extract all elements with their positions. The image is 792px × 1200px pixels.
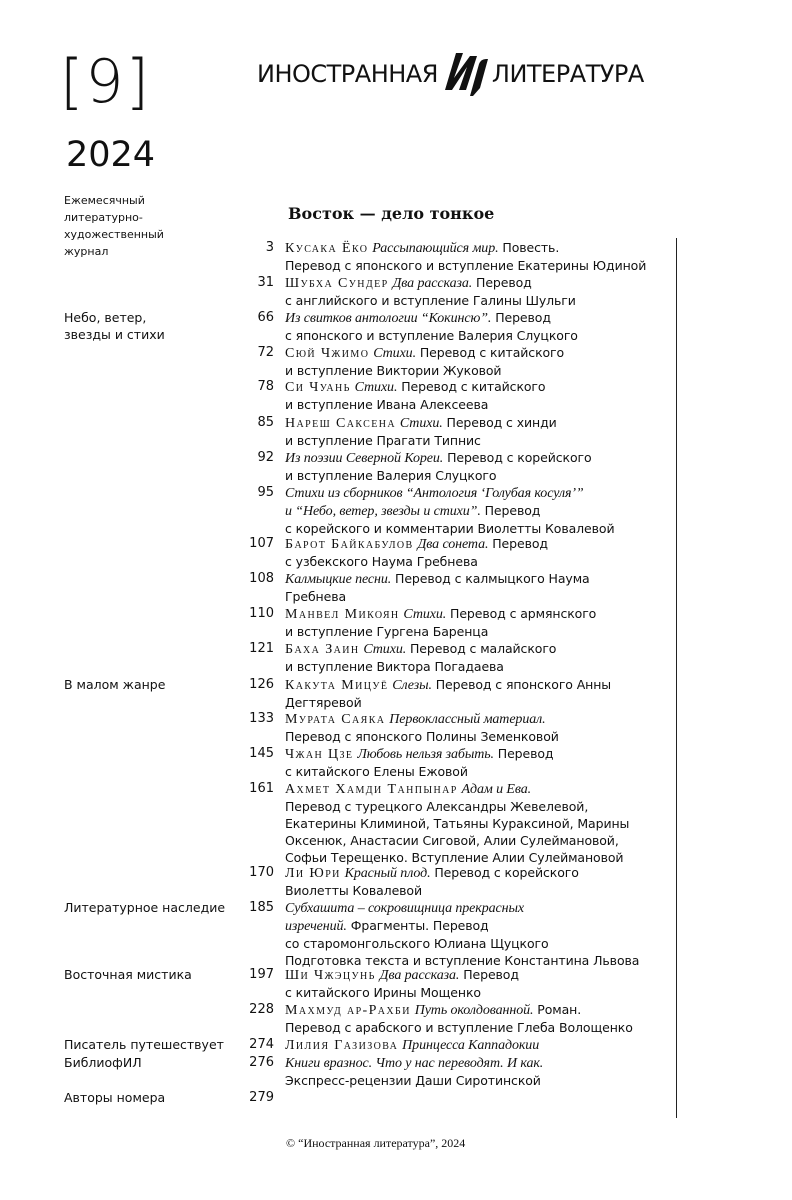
page-number: 133 — [249, 711, 274, 726]
toc-entry — [285, 1054, 675, 1089]
entry-title: Субхашита – сокровищница прекрасных — [285, 901, 524, 916]
entry-note: Фрагменты. Перевод — [350, 918, 489, 933]
entry-author: Барот Байкабулов — [285, 537, 414, 552]
page-number: 110 — [249, 606, 274, 621]
copyright: © “Иностранная литература”, 2024 — [286, 1136, 466, 1150]
page-number: 276 — [249, 1055, 274, 1070]
entry-note: Повесть. — [502, 240, 560, 255]
toc-entry — [285, 864, 675, 899]
page-number: 279 — [249, 1090, 274, 1105]
entry-title: Два рассказа. — [392, 276, 473, 291]
entry-line: Оксенюк, Анастасии Сиговой, Алии Сулеймановой, — [285, 833, 619, 848]
entry-line: с китайского Елены Ежовой — [285, 764, 468, 779]
toc-entry — [285, 449, 675, 484]
toc-entry — [285, 966, 675, 1001]
page-number: 274 — [249, 1037, 274, 1052]
entry-line: и вступление Прагати Типнис — [285, 433, 481, 448]
entry-line: и вступление Валерия Слуцкого — [285, 468, 497, 483]
entry-note: Перевод с хинди — [446, 415, 557, 430]
entry-line: Перевод с японского Полины Земенковой — [285, 729, 559, 744]
toc-entry — [285, 484, 675, 537]
page-number: 72 — [257, 345, 274, 360]
entry-author: Си Чуань — [285, 380, 351, 395]
entry-line: с японского и вступление Валерия Слуцкого — [285, 328, 578, 343]
toc-entry — [285, 274, 675, 309]
entry-line: с корейского и комментарии Виолетты Ковалевой — [285, 521, 615, 536]
page-number: 92 — [257, 450, 274, 465]
entry-title: Из поэзии Северной Кореи. — [285, 451, 444, 466]
entry-author: Лилия Газизова — [285, 1038, 399, 1053]
entry-title: Первоклассный материал. — [389, 712, 546, 727]
entry-title: Калмыцкие песни. — [285, 572, 392, 587]
category-label: Авторы номера — [64, 1090, 166, 1105]
entry-title: Путь околдованной. — [414, 1003, 534, 1018]
page-number: 95 — [257, 485, 274, 500]
toc-entry — [285, 1036, 675, 1054]
desc-line: художественный — [64, 228, 164, 241]
entry-title: Рассыпающийся мир. — [372, 241, 499, 256]
entry-author: Какута Мицуё — [285, 678, 389, 693]
entry-line: Перевод с турецкого Александры Жевелевой, — [285, 799, 589, 814]
entry-title: и “Небо, ветер, звезды и стихи”. — [285, 504, 481, 519]
entry-line: Перевод с арабского и вступление Глеба Волощенко — [285, 1020, 633, 1035]
entry-title: Стихи из сборников “Антология ‘Голубая косуля’” — [285, 486, 584, 501]
toc-entry — [285, 309, 675, 344]
entry-author: Ли Юри — [285, 866, 341, 881]
category-label: Писатель путешествует — [64, 1037, 224, 1052]
category-label: В малом жанре — [64, 677, 166, 692]
category-label: звезды и стихи — [64, 327, 165, 342]
page-number: 170 — [249, 865, 274, 880]
page-number: 85 — [257, 415, 274, 430]
entry-note: Перевод — [476, 275, 532, 290]
entry-note: Перевод — [495, 310, 551, 325]
page-number: 78 — [257, 379, 274, 394]
vertical-rule — [676, 238, 677, 1118]
il-logo-icon — [440, 50, 490, 98]
entry-title: Стихи. — [403, 607, 447, 622]
entry-line: Виолетты Ковалевой — [285, 883, 423, 898]
entry-line: Подготовка текста и вступление Константина Львова — [285, 953, 640, 968]
entry-line: с английского и вступление Галины Шульги — [285, 293, 576, 308]
entry-line: Гребнева — [285, 589, 347, 604]
toc-entry — [285, 1001, 675, 1036]
entry-author: Мурата Саяка — [285, 712, 386, 727]
entry-title: Адам и Ева. — [461, 782, 532, 797]
masthead-left: ИНОСТРАННАЯ — [257, 60, 438, 88]
entry-author: Чжан Цзе — [285, 747, 354, 762]
entry-line: и вступление Виктора Погадаева — [285, 659, 504, 674]
toc-entry — [285, 378, 675, 413]
entry-title: Книги вразнос. Что у нас переводят. И как. — [285, 1056, 544, 1071]
entry-title: Стихи. — [399, 416, 443, 431]
entry-author: Кусака Ёко — [285, 241, 369, 256]
entry-note: Перевод с малайского — [410, 641, 557, 656]
toc-entry — [285, 570, 675, 605]
toc-entry — [285, 239, 675, 274]
entry-title: Стихи. — [354, 380, 398, 395]
entry-note: Перевод — [497, 746, 554, 761]
desc-line: журнал — [64, 245, 109, 258]
entry-title: Два сонета. — [417, 537, 489, 552]
entry-author: Манвел Микоян — [285, 607, 400, 622]
toc-entry — [285, 899, 675, 969]
entry-note: Перевод с корейского — [447, 450, 592, 465]
entry-line: Софьи Терещенко. Вступление Алии Сулеймановой — [285, 850, 624, 865]
issue-number: [9] — [60, 47, 151, 117]
category-label: Литературное наследие — [64, 900, 226, 915]
entry-line: со старомонгольского Юлиана Щуцкого — [285, 936, 549, 951]
toc-entry — [285, 535, 675, 570]
page-number: 161 — [249, 781, 274, 796]
page-number: 145 — [249, 746, 274, 761]
magazine-description — [64, 192, 194, 260]
section-title: Восток — дело тонкое — [288, 204, 495, 223]
entry-title: Красный плод. — [344, 866, 431, 881]
page-number: 126 — [249, 677, 274, 692]
entry-title: Из свитков антологии “Кокинсю”. — [285, 311, 492, 326]
entry-note: Перевод с китайского — [419, 345, 565, 360]
entry-note: Перевод с армянского — [450, 606, 597, 621]
entry-line: и вступление Гургена Баренца — [285, 624, 489, 639]
page-number: 31 — [257, 275, 274, 290]
masthead-right: ЛИТЕРАТУРА — [491, 60, 644, 88]
entry-note: Перевод с китайского — [401, 379, 546, 394]
toc-entry — [285, 745, 675, 780]
page-number: 3 — [265, 240, 274, 255]
page-number: 108 — [249, 571, 274, 586]
entry-title: Любовь нельзя забыть. — [357, 747, 494, 762]
toc-entry — [285, 710, 675, 745]
page-number: 66 — [257, 310, 274, 325]
page-number: 121 — [249, 641, 274, 656]
page-number: 228 — [249, 1002, 274, 1017]
entry-author: Махмуд ар-Рахби — [285, 1003, 411, 1018]
entry-author: Баха Заин — [285, 642, 360, 657]
entry-title: Два рассказа. — [379, 968, 460, 983]
entry-note: Роман. — [537, 1002, 582, 1017]
entry-line: и вступление Виктории Жуковой — [285, 363, 502, 378]
entry-author: Сюй Чжимо — [285, 346, 370, 361]
entry-line: Екатерины Климиной, Татьяны Кураксиной, Марины — [285, 816, 630, 831]
entry-author: Шубха Сундер — [285, 276, 389, 291]
desc-line: Ежемесячный — [64, 194, 145, 207]
desc-line: литературно- — [64, 211, 143, 224]
toc-entry — [285, 605, 675, 640]
entry-note: Перевод — [463, 967, 519, 982]
entry-title: Слезы. — [392, 678, 432, 693]
toc-entry — [285, 344, 675, 379]
entry-note: Перевод с корейского — [434, 865, 579, 880]
entry-line: и вступление Ивана Алексеева — [285, 397, 489, 412]
entry-title: изречений. — [285, 919, 347, 934]
entry-author: Ши Чжэцунь — [285, 968, 376, 983]
entry-line: Экспресс-рецензии Даши Сиротинской — [285, 1073, 541, 1088]
entry-author: Ахмет Хамди Танпынар — [285, 782, 458, 797]
entry-line: Перевод с японского и вступление Екатерины Юдиной — [285, 258, 647, 273]
masthead — [257, 50, 644, 98]
entry-title: Принцесса Каппадокии — [402, 1038, 540, 1053]
toc-entry — [285, 676, 675, 711]
toc-entry — [285, 640, 675, 675]
page-number: 197 — [249, 967, 274, 982]
category-label: Восточная мистика — [64, 967, 192, 982]
entry-title: Стихи. — [373, 346, 416, 361]
entry-note: Перевод с японского Анны — [435, 677, 612, 692]
category-label: Небо, ветер, — [64, 310, 147, 325]
entry-title: Стихи. — [363, 642, 407, 657]
issue-year: 2024 — [66, 135, 156, 175]
entry-note: Перевод с калмыцкого Наума — [395, 571, 590, 586]
entry-line: с узбекского Наума Гребнева — [285, 554, 478, 569]
category-label: БиблиофИЛ — [64, 1055, 142, 1070]
entry-author: Нареш Саксена — [285, 416, 396, 431]
toc-entry — [285, 780, 675, 866]
entry-note: Перевод — [492, 536, 548, 551]
entry-line: Дегтяревой — [285, 695, 362, 710]
entry-line: с китайского Ирины Мощенко — [285, 985, 481, 1000]
page-number: 107 — [249, 536, 274, 551]
entry-note: Перевод — [484, 503, 541, 518]
toc-entry — [285, 414, 675, 449]
page-number: 185 — [249, 900, 274, 915]
